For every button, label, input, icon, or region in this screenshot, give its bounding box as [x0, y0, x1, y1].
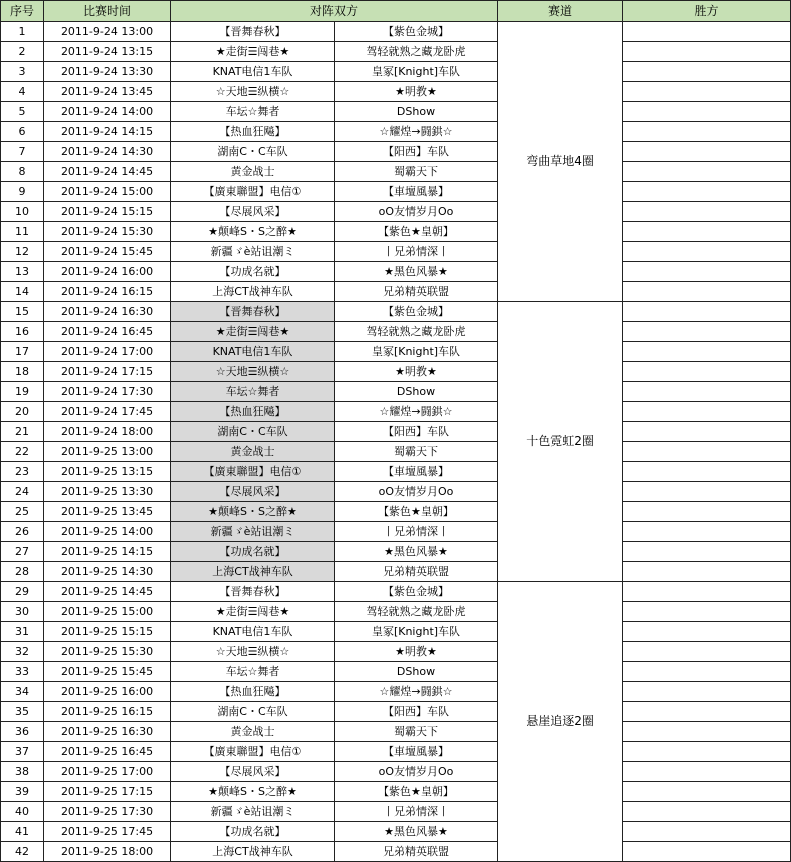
table-row: [1, 562, 791, 582]
row-number-cell[interactable]: 7: [1, 142, 44, 162]
table-row: [1, 702, 791, 722]
team-b-cell[interactable]: oO友情岁月Oo: [335, 482, 498, 502]
match-time-cell[interactable]: 2011-9-25 16:45: [44, 742, 171, 762]
row-number-cell[interactable]: 29: [1, 582, 44, 602]
team-b-cell[interactable]: 蜀霸天下: [335, 162, 498, 182]
winner-cell[interactable]: [623, 682, 791, 702]
team-a-cell[interactable]: ★颠峰S・S之醉★: [171, 782, 335, 802]
table-row: [1, 442, 791, 462]
team-b-cell[interactable]: ★明教★: [335, 642, 498, 662]
team-b-cell[interactable]: 兄弟精英联盟: [335, 282, 498, 302]
match-time-cell[interactable]: 2011-9-25 18:00: [44, 842, 171, 862]
team-a-cell[interactable]: 上海CT战神车队: [171, 562, 335, 582]
track-cell[interactable]: 弯曲草地4圈: [498, 22, 623, 302]
table-row: [1, 642, 791, 662]
track-cell[interactable]: 悬崖追逐2圈: [498, 582, 623, 862]
table-row: [1, 282, 791, 302]
team-b-cell[interactable]: 蜀霸天下: [335, 722, 498, 742]
match-time-cell[interactable]: 2011-9-25 15:15: [44, 622, 171, 642]
row-number-cell[interactable]: 23: [1, 462, 44, 482]
team-b-cell[interactable]: 【紫色★皇朝】: [335, 222, 498, 242]
match-time-cell[interactable]: 2011-9-25 13:15: [44, 462, 171, 482]
winner-cell[interactable]: [623, 442, 791, 462]
team-a-cell[interactable]: 【晋舞春秋】: [171, 582, 335, 602]
row-number-cell[interactable]: 37: [1, 742, 44, 762]
team-a-cell[interactable]: ☆天地☰纵横☆: [171, 82, 335, 102]
team-b-cell[interactable]: oO友情岁月Oo: [335, 762, 498, 782]
winner-cell[interactable]: [623, 402, 791, 422]
team-b-cell[interactable]: 【紫色金城】: [335, 302, 498, 322]
table-row: [1, 42, 791, 62]
winner-cell[interactable]: [623, 462, 791, 482]
team-b-cell[interactable]: ☆耀煌→闘鉷☆: [335, 122, 498, 142]
winner-cell[interactable]: [623, 42, 791, 62]
team-a-cell[interactable]: ★颠峰S・S之醉★: [171, 222, 335, 242]
match-time-cell[interactable]: 2011-9-24 15:30: [44, 222, 171, 242]
team-b-cell[interactable]: 皇冢[Knight]车队: [335, 342, 498, 362]
winner-cell[interactable]: [623, 82, 791, 102]
team-a-cell[interactable]: ★颠峰S・S之醉★: [171, 502, 335, 522]
table-row: [1, 82, 791, 102]
match-time-cell[interactable]: 2011-9-24 14:45: [44, 162, 171, 182]
table-row: [1, 842, 791, 862]
team-a-cell[interactable]: 【热血狂飚】: [171, 402, 335, 422]
row-number-cell[interactable]: 10: [1, 202, 44, 222]
team-a-cell[interactable]: 新疆ゞè站诅潮ミ: [171, 242, 335, 262]
table-row: [1, 222, 791, 242]
team-b-cell[interactable]: 【阳西】车队: [335, 702, 498, 722]
winner-cell[interactable]: [623, 762, 791, 782]
team-b-cell[interactable]: 【阳西】车队: [335, 142, 498, 162]
table-row: [1, 422, 791, 442]
team-a-cell[interactable]: 【尽展风采】: [171, 762, 335, 782]
table-row: [1, 822, 791, 842]
table-row: [1, 602, 791, 622]
match-time-cell[interactable]: 2011-9-25 17:30: [44, 802, 171, 822]
match-time-cell[interactable]: 2011-9-24 13:15: [44, 42, 171, 62]
row-number-cell[interactable]: 25: [1, 502, 44, 522]
table-row: [1, 62, 791, 82]
table-row: [1, 662, 791, 682]
table-row: [1, 522, 791, 542]
winner-cell[interactable]: [623, 342, 791, 362]
match-time-cell[interactable]: 2011-9-25 13:30: [44, 482, 171, 502]
team-a-cell[interactable]: 车坛☆舞者: [171, 662, 335, 682]
header-row: [1, 1, 791, 22]
row-number-cell[interactable]: 22: [1, 442, 44, 462]
team-a-cell[interactable]: KNAT电信1车队: [171, 622, 335, 642]
row-number-cell[interactable]: 39: [1, 782, 44, 802]
header-winner[interactable]: 胜方: [623, 1, 791, 22]
row-number-cell[interactable]: 6: [1, 122, 44, 142]
winner-cell[interactable]: [623, 302, 791, 322]
row-number-cell[interactable]: 2: [1, 42, 44, 62]
table-row: [1, 162, 791, 182]
team-b-cell[interactable]: oO友情岁月Oo: [335, 202, 498, 222]
table-row: [1, 182, 791, 202]
winner-cell[interactable]: [623, 622, 791, 642]
table-row: [1, 542, 791, 562]
match-time-cell[interactable]: 2011-9-24 13:45: [44, 82, 171, 102]
team-a-cell[interactable]: 湖南C・C车队: [171, 142, 335, 162]
team-b-cell[interactable]: ★黑色风暴★: [335, 822, 498, 842]
row-number-cell[interactable]: 35: [1, 702, 44, 722]
match-time-cell[interactable]: 2011-9-25 13:00: [44, 442, 171, 462]
table-row: [1, 782, 791, 802]
row-number-cell[interactable]: 30: [1, 602, 44, 622]
team-a-cell[interactable]: 【廣東聯盟】电信①: [171, 462, 335, 482]
match-time-cell[interactable]: 2011-9-24 17:30: [44, 382, 171, 402]
row-number-cell[interactable]: 42: [1, 842, 44, 862]
table-row: [1, 802, 791, 822]
winner-cell[interactable]: [623, 362, 791, 382]
row-number-cell[interactable]: 28: [1, 562, 44, 582]
team-b-cell[interactable]: 【車壇風暴】: [335, 462, 498, 482]
team-b-cell[interactable]: 蜀霸天下: [335, 442, 498, 462]
row-number-cell[interactable]: 36: [1, 722, 44, 742]
winner-cell[interactable]: [623, 582, 791, 602]
team-a-cell[interactable]: 新疆ゞè站诅潮ミ: [171, 802, 335, 822]
team-a-cell[interactable]: 【尽展风采】: [171, 482, 335, 502]
table-row: [1, 382, 791, 402]
winner-cell[interactable]: [623, 122, 791, 142]
winner-cell[interactable]: [623, 142, 791, 162]
team-b-cell[interactable]: ★黑色风暴★: [335, 262, 498, 282]
row-number-cell[interactable]: 18: [1, 362, 44, 382]
winner-cell[interactable]: [623, 282, 791, 302]
team-b-cell[interactable]: 【紫色金城】: [335, 582, 498, 602]
winner-cell[interactable]: [623, 642, 791, 662]
winner-cell[interactable]: [623, 562, 791, 582]
row-number-cell[interactable]: 4: [1, 82, 44, 102]
team-b-cell[interactable]: 兄弟精英联盟: [335, 562, 498, 582]
match-time-cell[interactable]: 2011-9-24 16:00: [44, 262, 171, 282]
winner-cell[interactable]: [623, 702, 791, 722]
table-row: [1, 102, 791, 122]
table-row: [1, 742, 791, 762]
winner-cell[interactable]: [623, 522, 791, 542]
table-row: [1, 482, 791, 502]
team-b-cell[interactable]: 【車壇風暴】: [335, 182, 498, 202]
row-number-cell[interactable]: 1: [1, 22, 44, 42]
team-b-cell[interactable]: 【紫色★皇朝】: [335, 782, 498, 802]
winner-cell[interactable]: [623, 202, 791, 222]
row-number-cell[interactable]: 16: [1, 322, 44, 342]
match-time-cell[interactable]: 2011-9-25 14:15: [44, 542, 171, 562]
match-time-cell[interactable]: 2011-9-24 17:45: [44, 402, 171, 422]
table-row: [1, 402, 791, 422]
match-time-cell[interactable]: 2011-9-25 16:15: [44, 702, 171, 722]
winner-cell[interactable]: [623, 842, 791, 862]
team-b-cell[interactable]: ★明教★: [335, 82, 498, 102]
row-number-cell[interactable]: 8: [1, 162, 44, 182]
team-b-cell[interactable]: 驾轻就熟之藏龙卧虎: [335, 42, 498, 62]
table-row: [1, 322, 791, 342]
match-time-cell[interactable]: 2011-9-24 13:30: [44, 62, 171, 82]
row-number-cell[interactable]: 41: [1, 822, 44, 842]
row-number-cell[interactable]: 40: [1, 802, 44, 822]
match-time-cell[interactable]: 2011-9-25 13:45: [44, 502, 171, 522]
team-a-cell[interactable]: 黄金战士: [171, 442, 335, 462]
team-b-cell[interactable]: 丨兄弟情深丨: [335, 802, 498, 822]
team-a-cell[interactable]: 【功成名就】: [171, 262, 335, 282]
team-a-cell[interactable]: 湖南C・C车队: [171, 702, 335, 722]
row-number-cell[interactable]: 32: [1, 642, 44, 662]
team-b-cell[interactable]: DShow: [335, 102, 498, 122]
team-b-cell[interactable]: 丨兄弟情深丨: [335, 242, 498, 262]
team-a-cell[interactable]: 黄金战士: [171, 162, 335, 182]
team-b-cell[interactable]: 兄弟精英联盟: [335, 842, 498, 862]
winner-cell[interactable]: [623, 262, 791, 282]
match-time-cell[interactable]: 2011-9-24 15:00: [44, 182, 171, 202]
row-number-cell[interactable]: 20: [1, 402, 44, 422]
team-a-cell[interactable]: 【尽展风采】: [171, 202, 335, 222]
winner-cell[interactable]: [623, 602, 791, 622]
match-time-cell[interactable]: 2011-9-25 15:30: [44, 642, 171, 662]
match-time-cell[interactable]: 2011-9-25 14:45: [44, 582, 171, 602]
team-a-cell[interactable]: ★走街☰闯巷★: [171, 42, 335, 62]
winner-cell[interactable]: [623, 422, 791, 442]
table-row: [1, 342, 791, 362]
winner-cell[interactable]: [623, 222, 791, 242]
row-number-cell[interactable]: 26: [1, 522, 44, 542]
match-time-cell[interactable]: 2011-9-25 17:00: [44, 762, 171, 782]
header-matchup[interactable]: 对阵双方: [171, 1, 498, 22]
winner-cell[interactable]: [623, 502, 791, 522]
table-row: [1, 122, 791, 142]
team-a-cell[interactable]: 黄金战士: [171, 722, 335, 742]
row-number-cell[interactable]: 15: [1, 302, 44, 322]
team-a-cell[interactable]: 【廣東聯盟】电信①: [171, 182, 335, 202]
row-number-cell[interactable]: 17: [1, 342, 44, 362]
header-number[interactable]: 序号: [1, 1, 44, 22]
team-b-cell[interactable]: 皇冢[Knight]车队: [335, 62, 498, 82]
table-row: [1, 582, 791, 602]
winner-cell[interactable]: [623, 722, 791, 742]
row-number-cell[interactable]: 33: [1, 662, 44, 682]
match-time-cell[interactable]: 2011-9-24 18:00: [44, 422, 171, 442]
table-row: [1, 302, 791, 322]
winner-cell[interactable]: [623, 802, 791, 822]
table-row: [1, 262, 791, 282]
row-number-cell[interactable]: 11: [1, 222, 44, 242]
team-a-cell[interactable]: 新疆ゞè站诅潮ミ: [171, 522, 335, 542]
team-a-cell[interactable]: 【晋舞春秋】: [171, 302, 335, 322]
match-time-cell[interactable]: 2011-9-25 17:45: [44, 822, 171, 842]
match-time-cell[interactable]: 2011-9-24 14:15: [44, 122, 171, 142]
team-b-cell[interactable]: 丨兄弟情深丨: [335, 522, 498, 542]
winner-cell[interactable]: [623, 62, 791, 82]
row-number-cell[interactable]: 24: [1, 482, 44, 502]
team-b-cell[interactable]: DShow: [335, 662, 498, 682]
winner-cell[interactable]: [623, 162, 791, 182]
team-a-cell[interactable]: KNAT电信1车队: [171, 342, 335, 362]
team-a-cell[interactable]: 【功成名就】: [171, 542, 335, 562]
winner-cell[interactable]: [623, 542, 791, 562]
table-row: [1, 722, 791, 742]
team-b-cell[interactable]: 驾轻就熟之藏龙卧虎: [335, 322, 498, 342]
match-time-cell[interactable]: 2011-9-25 15:00: [44, 602, 171, 622]
row-number-cell[interactable]: 27: [1, 542, 44, 562]
track-cell[interactable]: 十色霓虹2圈: [498, 302, 623, 582]
winner-cell[interactable]: [623, 482, 791, 502]
winner-cell[interactable]: [623, 322, 791, 342]
team-a-cell[interactable]: ★走街☰闯巷★: [171, 322, 335, 342]
winner-cell[interactable]: [623, 822, 791, 842]
row-number-cell[interactable]: 21: [1, 422, 44, 442]
table-row: [1, 502, 791, 522]
match-time-cell[interactable]: 2011-9-24 13:00: [44, 22, 171, 42]
match-time-cell[interactable]: 2011-9-24 16:45: [44, 322, 171, 342]
header-match-time[interactable]: 比赛时间: [44, 1, 171, 22]
team-a-cell[interactable]: ☆天地☰纵横☆: [171, 642, 335, 662]
table-row: [1, 622, 791, 642]
row-number-cell[interactable]: 19: [1, 382, 44, 402]
team-b-cell[interactable]: DShow: [335, 382, 498, 402]
match-time-cell[interactable]: 2011-9-24 17:15: [44, 362, 171, 382]
match-time-cell[interactable]: 2011-9-24 15:45: [44, 242, 171, 262]
winner-cell[interactable]: [623, 182, 791, 202]
match-time-cell[interactable]: 2011-9-24 16:15: [44, 282, 171, 302]
team-b-cell[interactable]: ★黑色风暴★: [335, 542, 498, 562]
match-time-cell[interactable]: 2011-9-25 14:30: [44, 562, 171, 582]
team-b-cell[interactable]: ★明教★: [335, 362, 498, 382]
table-row: [1, 362, 791, 382]
header-track[interactable]: 赛道: [498, 1, 623, 22]
table-row: [1, 142, 791, 162]
table-row: [1, 462, 791, 482]
team-a-cell[interactable]: ☆天地☰纵横☆: [171, 362, 335, 382]
table-row: [1, 682, 791, 702]
team-b-cell[interactable]: 【紫色★皇朝】: [335, 502, 498, 522]
match-time-cell[interactable]: 2011-9-24 16:30: [44, 302, 171, 322]
winner-cell[interactable]: [623, 782, 791, 802]
team-a-cell[interactable]: 【热血狂飚】: [171, 122, 335, 142]
row-number-cell[interactable]: 14: [1, 282, 44, 302]
table-row: [1, 762, 791, 782]
match-time-cell[interactable]: 2011-9-24 14:30: [44, 142, 171, 162]
match-time-cell[interactable]: 2011-9-25 17:15: [44, 782, 171, 802]
team-a-cell[interactable]: 车坛☆舞者: [171, 102, 335, 122]
row-number-cell[interactable]: 31: [1, 622, 44, 642]
match-time-cell[interactable]: 2011-9-25 15:45: [44, 662, 171, 682]
table-row: [1, 202, 791, 222]
team-b-cell[interactable]: 【車壇風暴】: [335, 742, 498, 762]
team-a-cell[interactable]: 【功成名就】: [171, 822, 335, 842]
match-time-cell[interactable]: 2011-9-24 14:00: [44, 102, 171, 122]
team-a-cell[interactable]: 车坛☆舞者: [171, 382, 335, 402]
team-a-cell[interactable]: 上海CT战神车队: [171, 842, 335, 862]
team-b-cell[interactable]: ☆耀煌→闘鉷☆: [335, 682, 498, 702]
team-a-cell[interactable]: 【廣東聯盟】电信①: [171, 742, 335, 762]
team-b-cell[interactable]: 驾轻就熟之藏龙卧虎: [335, 602, 498, 622]
row-number-cell[interactable]: 13: [1, 262, 44, 282]
match-time-cell[interactable]: 2011-9-25 16:30: [44, 722, 171, 742]
match-time-cell[interactable]: 2011-9-25 16:00: [44, 682, 171, 702]
table-row: [1, 242, 791, 262]
match-time-cell[interactable]: 2011-9-25 14:00: [44, 522, 171, 542]
row-number-cell[interactable]: 5: [1, 102, 44, 122]
row-number-cell[interactable]: 38: [1, 762, 44, 782]
team-a-cell[interactable]: ★走街☰闯巷★: [171, 602, 335, 622]
team-a-cell[interactable]: 上海CT战神车队: [171, 282, 335, 302]
winner-cell[interactable]: [623, 22, 791, 42]
winner-cell[interactable]: [623, 742, 791, 762]
team-b-cell[interactable]: 皇冢[Knight]车队: [335, 622, 498, 642]
winner-cell[interactable]: [623, 662, 791, 682]
team-b-cell[interactable]: ☆耀煌→闘鉷☆: [335, 402, 498, 422]
team-b-cell[interactable]: 【紫色金城】: [335, 22, 498, 42]
row-number-cell[interactable]: 9: [1, 182, 44, 202]
winner-cell[interactable]: [623, 242, 791, 262]
row-number-cell[interactable]: 34: [1, 682, 44, 702]
winner-cell[interactable]: [623, 102, 791, 122]
match-time-cell[interactable]: 2011-9-24 17:00: [44, 342, 171, 362]
match-time-cell[interactable]: 2011-9-24 15:15: [44, 202, 171, 222]
team-b-cell[interactable]: 【阳西】车队: [335, 422, 498, 442]
team-a-cell[interactable]: 【晋舞春秋】: [171, 22, 335, 42]
winner-cell[interactable]: [623, 382, 791, 402]
table-row: [1, 22, 791, 42]
row-number-cell[interactable]: 12: [1, 242, 44, 262]
team-a-cell[interactable]: 湖南C・C车队: [171, 422, 335, 442]
team-a-cell[interactable]: KNAT电信1车队: [171, 62, 335, 82]
team-a-cell[interactable]: 【热血狂飚】: [171, 682, 335, 702]
row-number-cell[interactable]: 3: [1, 62, 44, 82]
